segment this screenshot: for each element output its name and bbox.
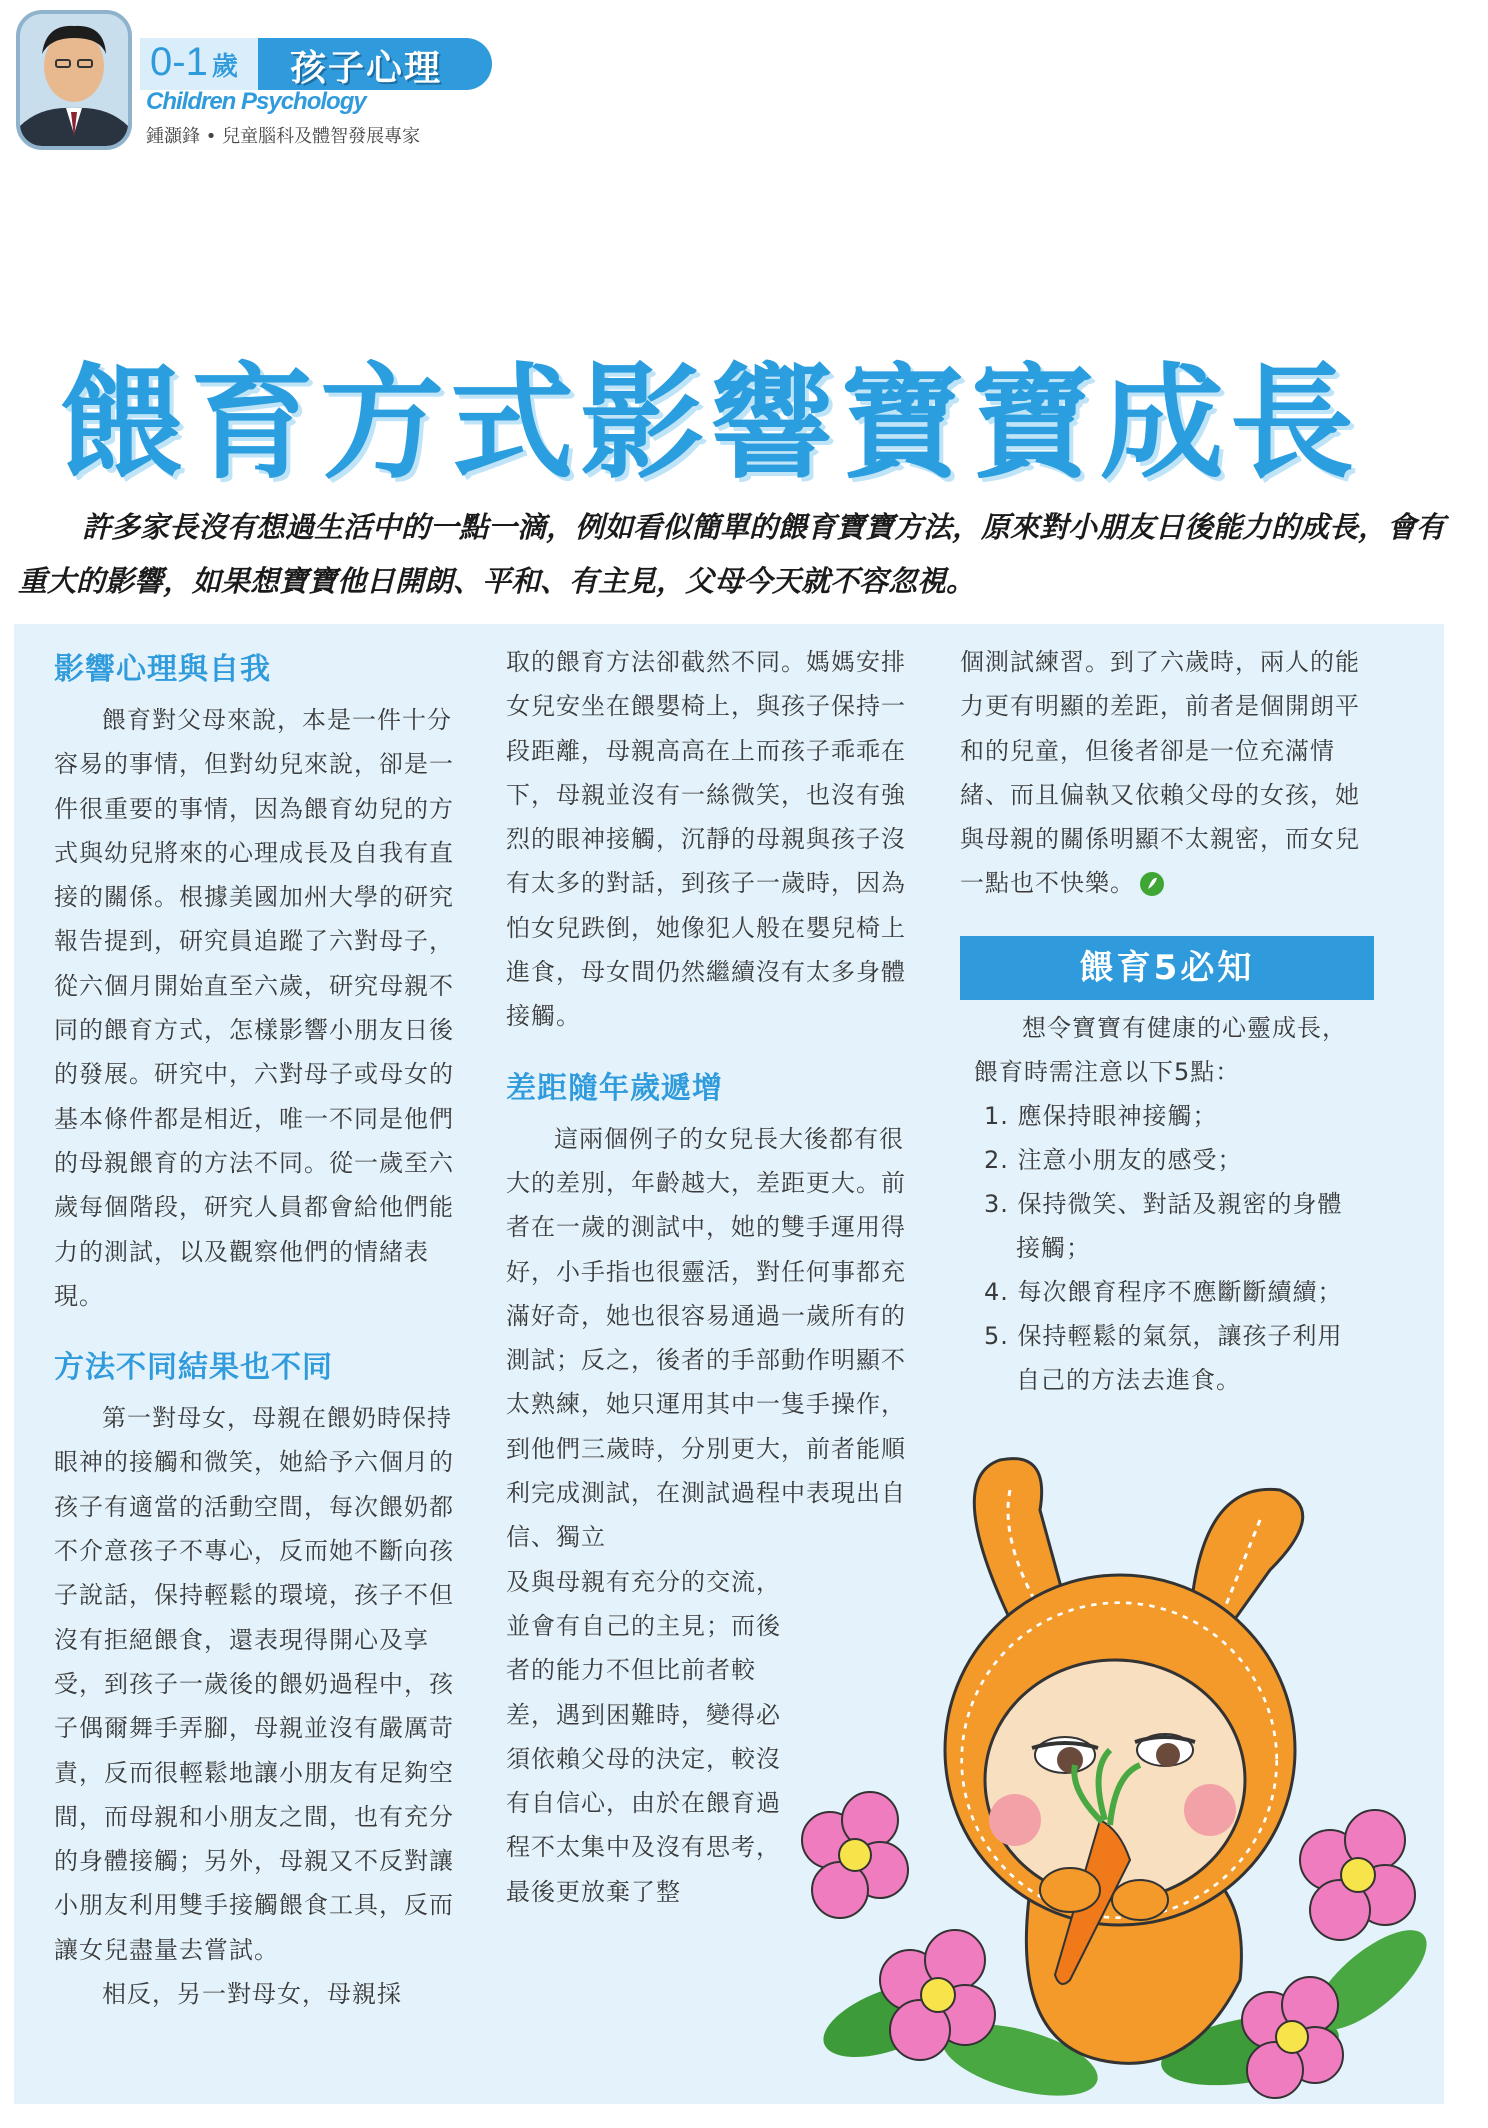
age-label [150,40,238,85]
byline-separator: • [205,126,217,147]
end-mark-icon [1139,871,1165,897]
paragraph: 第一對母女，母親在餵奶時保持眼神的接觸和微笑，她給予六個月的孩子有適當的活動空間，每次餵奶都不介意孩子不專心，反而她不斷向孩子說話，保持輕鬆的環境，孩子不但沒有拒絕餵食，還表現得開心及享受，到孩子一歲後的餵奶過程中，孩子偶爾舞手弄腳，母親並沒有嚴厲苛責，反而很輕鬆地讓小朋友有足夠空間，而母親和小朋友之間，也有充分的身體接觸；另外，母親又不反對讓小朋友利用雙手接觸餵食工具，反而讓女兒盡量去嘗試。 [54,1404,454,1964]
tips-list [960,1094,1374,1402]
author-photo [16,10,132,150]
column-subtitle: Children Psychology [146,88,366,115]
author-name: 鍾灝鋒 [146,126,200,147]
column-3 [960,640,1380,906]
tip-item: 5. 保持輕鬆的氣氛，讓孩子利用自己的方法去進食。 [984,1322,1343,1394]
tip-item: 1. 應保持眼神接觸； [984,1102,1218,1130]
section-heading: 差距隨年歲遞增 [506,1070,723,1106]
column-title: 孩子心理 [290,48,443,89]
paragraph: 餵育對父母來說，本是一件十分容易的事情，但對幼兒來說，卻是一件很重要的事情，因為餵育幼兒的方式與幼兒將來的心理成長及自我有直接的關係。根據美國加州大學的研究報告提到，研究員追蹤了六對母子，從六個月開始直至六歲，研究母親不同的餵育方式，怎樣影響小朋友日後的發展。研究中，六對母子或母女的基本條件都是相近，唯一不同是他們的母親餵育的方法不同。從一歲至六歲每個階段，研究人員都會給他們能力的測試，以及觀察他們的情緒表現。 [54,706,454,1310]
paragraph [960,640,1380,906]
section-heading: 影響心理與自我 [54,652,271,687]
article-title: 餵育方式影響寶寶成長 [60,352,1361,496]
paragraph-text: 個測試練習。到了六歲時，兩人的能力更有明顯的差距，前者是個開朗平和的兒童，但後者卻是一位充滿情緒、而且偏執又依賴父母的女孩，她與母親的關係明顯不太親密，而女兒一點也不快樂。 [960,648,1360,898]
author-byline [146,122,420,148]
age-unit: 歲 [211,51,238,81]
tip-item: 4. 每次餵育程序不應斷斷續續； [984,1278,1343,1306]
column-header [0,0,1488,170]
bunny-carrot-icon [770,1420,1460,2110]
tips-title: 餵育5必知 [960,936,1374,1000]
age-range: 0-1 [150,40,208,84]
paragraph: 這兩個例子的女兒長大後都有很大的差別，年齡越大，差距更大。前者在一歲的測試中，她的雙手運用得好，小手指也很靈活，對任何事都充滿好奇，她也很容易通過一歲所有的測試；反之，後者的手部動作明顯不太熟練，她只運用其中一隻手操作，到他們三歲時，分別更大，前者能順利完成測試，在測試過程中表現出自信、獨立 [506,1124,906,1552]
article-lead: 許多家長沒有想過生活中的一點一滴，例如看似簡單的餵育寶寶方法，原來對小朋友日後能力的成長，會有重大的影響，如果想寶寶他日開朗、平和、有主見，父母今天就不容忽視。 [18,510,1446,598]
tip-item: 2. 注意小朋友的感受； [984,1146,1243,1174]
author-portrait-icon [20,14,128,146]
section-heading: 方法不同結果也不同 [54,1350,333,1386]
paragraph: 相反，另一對母女，母親採 [102,1980,402,2009]
paragraph: 及與母親有充分的交流，並會有自己的主見；而後者的能力不但比前者較差，遇到困難時，變得必須依賴父母的決定，較沒有自信心，由於在餵育過程不太集中及沒有思考，最後更放棄了整 [506,1567,781,1906]
tip-item: 3. 保持微笑、對話及親密的身體接觸； [984,1190,1343,1262]
tips-box [960,936,1374,1402]
column-1 [54,640,464,2016]
tips-intro: 想令寶寶有健康的心靈成長，餵育時需注意以下5點： [974,1014,1347,1086]
author-title: 兒童腦科及體智發展專家 [222,126,421,147]
bunny-illustration [770,1420,1460,2110]
paragraph: 取的餵育方法卻截然不同。媽媽安排女兒安坐在餵嬰椅上，與孩子保持一段距離，母親高高在上而孩子乖乖在下，母親並沒有一絲微笑，也沒有強烈的眼神接觸，沉靜的母親與孩子沒有太多的對話，到孩子一歲時，因為怕女兒跌倒，她像犯人般在嬰兒椅上進食，母女間仍然繼續沒有太多身體接觸。 [506,648,906,1031]
